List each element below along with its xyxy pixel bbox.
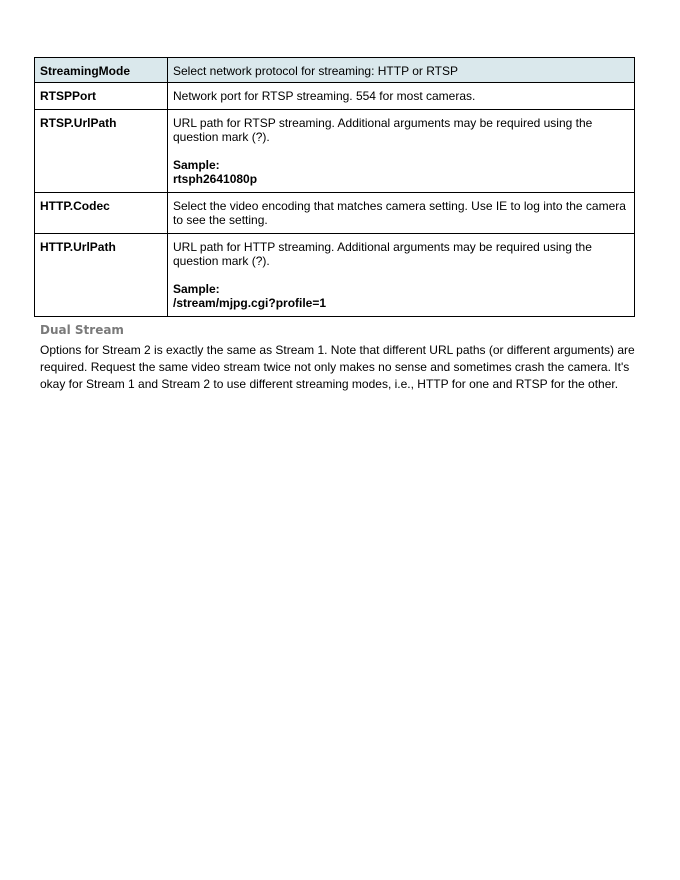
param-description [168,234,635,317]
param-description [168,110,635,193]
table-row [35,234,635,317]
param-description [168,83,635,110]
section-heading: Dual Stream [40,323,124,337]
param-name: RTSP.UrlPath [35,110,168,193]
table-row [35,110,635,193]
table-row [35,58,635,83]
param-name: HTTP.Codec [35,193,168,234]
table-row [35,193,635,234]
sample-value: rtsph2641080p [173,172,258,186]
param-description [168,58,635,83]
param-description-text: Select the video encoding that matches camera setting. Use IE to log into the camera to see the setting. [173,199,626,227]
sample-value: /stream/mjpg.cgi?profile=1 [173,296,327,310]
parameter-table [34,57,635,317]
param-name: StreamingMode [35,58,168,83]
sample-label: Sample: [173,158,220,172]
param-description-text: Select network protocol for streaming: HTTP or RTSP [173,64,458,78]
table-row [35,83,635,110]
section-paragraph: Options for Stream 2 is exactly the same as Stream 1. Note that different URL paths (or different arguments) are required. Request the same video stream twice not only makes no sense and sometimes crash the camera. It's okay for Stream 1 and Stream 2 to use different streaming modes, i.e., HTTP for one and RTSP for the other. [40,343,635,391]
param-name: HTTP.UrlPath [35,234,168,317]
param-name: RTSPPort [35,83,168,110]
param-description-text: Network port for RTSP streaming. 554 for most cameras. [173,89,476,103]
param-description-text: URL path for RTSP streaming. Additional arguments may be required using the question mark (?). [173,116,593,144]
spacer [173,268,629,282]
param-description-text: URL path for HTTP streaming. Additional arguments may be required using the question mark (?). [173,240,592,268]
param-description [168,193,635,234]
spacer [173,144,629,158]
sample-label: Sample: [173,282,220,296]
